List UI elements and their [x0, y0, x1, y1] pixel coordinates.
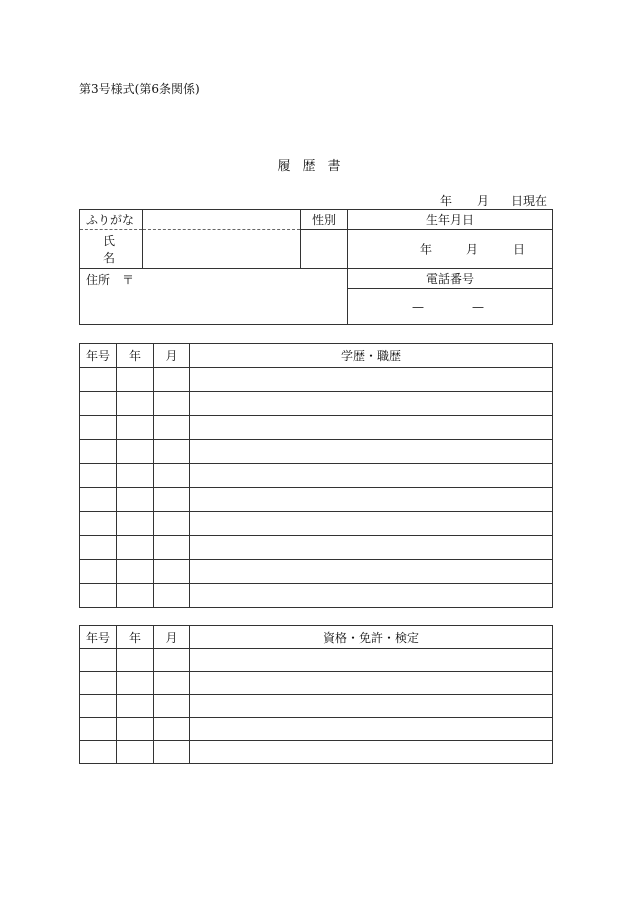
education-row: [80, 536, 553, 560]
name-field[interactable]: [143, 230, 301, 269]
license-era-cell[interactable]: [80, 649, 117, 672]
education-header-row: [80, 344, 553, 368]
education-content-cell[interactable]: [190, 536, 553, 560]
license-row: [80, 695, 553, 718]
education-history-table: [79, 343, 553, 608]
education-row: [80, 416, 553, 440]
license-era-header: 年号: [80, 626, 117, 649]
education-month-cell[interactable]: [154, 392, 190, 416]
license-year-header: 年: [117, 626, 154, 649]
license-content-cell[interactable]: [190, 672, 553, 695]
education-era-cell[interactable]: [80, 392, 117, 416]
address-label: 住所 〒: [86, 273, 135, 287]
education-content-header: 学歴・職歴: [190, 344, 553, 368]
education-year-cell[interactable]: [117, 536, 154, 560]
phone-label: 電話番号: [348, 269, 553, 289]
education-row: [80, 512, 553, 536]
phone-field[interactable]: [348, 289, 553, 325]
education-row: [80, 560, 553, 584]
education-month-cell[interactable]: [154, 368, 190, 392]
education-era-cell[interactable]: [80, 536, 117, 560]
education-era-cell[interactable]: [80, 368, 117, 392]
license-month-cell[interactable]: [154, 695, 190, 718]
education-content-cell[interactable]: [190, 392, 553, 416]
license-era-cell[interactable]: [80, 695, 117, 718]
education-content-cell[interactable]: [190, 560, 553, 584]
personal-info-table: [79, 209, 553, 325]
license-year-cell[interactable]: [117, 718, 154, 741]
education-content-cell[interactable]: [190, 368, 553, 392]
education-row: [80, 488, 553, 512]
education-month-cell[interactable]: [154, 416, 190, 440]
education-year-cell[interactable]: [117, 416, 154, 440]
education-year-header: 年: [117, 344, 154, 368]
education-content-cell[interactable]: [190, 488, 553, 512]
license-header-row: [80, 626, 553, 649]
birth-month-label: 月: [466, 242, 479, 257]
education-content-cell[interactable]: [190, 440, 553, 464]
birth-date-label: 生年月日: [348, 210, 553, 230]
education-year-cell[interactable]: [117, 560, 154, 584]
license-content-cell[interactable]: [190, 695, 553, 718]
education-year-cell[interactable]: [117, 464, 154, 488]
education-content-cell[interactable]: [190, 416, 553, 440]
gender-label: 性別: [301, 210, 348, 230]
education-era-cell[interactable]: [80, 464, 117, 488]
license-content-header: 資格・免許・検定: [190, 626, 553, 649]
license-row: [80, 672, 553, 695]
license-month-cell[interactable]: [154, 718, 190, 741]
license-month-cell[interactable]: [154, 649, 190, 672]
license-row: [80, 649, 553, 672]
license-month-header: 月: [154, 626, 190, 649]
date-now-label: 日現在: [511, 194, 548, 208]
education-era-cell[interactable]: [80, 560, 117, 584]
license-rows: [80, 626, 553, 764]
education-era-header: 年号: [80, 344, 117, 368]
address-field[interactable]: [80, 269, 348, 325]
education-year-cell[interactable]: [117, 368, 154, 392]
education-rows: [80, 344, 553, 608]
license-month-cell[interactable]: [154, 741, 190, 764]
education-era-cell[interactable]: [80, 416, 117, 440]
education-year-cell[interactable]: [117, 584, 154, 608]
license-year-cell[interactable]: [117, 649, 154, 672]
date-year-label: 年: [440, 194, 453, 208]
license-era-cell[interactable]: [80, 741, 117, 764]
education-era-cell[interactable]: [80, 584, 117, 608]
name-label: 氏 名: [80, 230, 143, 269]
education-month-cell[interactable]: [154, 536, 190, 560]
education-era-cell[interactable]: [80, 488, 117, 512]
education-month-header: 月: [154, 344, 190, 368]
education-row: [80, 368, 553, 392]
birth-year-label: 年: [420, 242, 433, 257]
education-year-cell[interactable]: [117, 392, 154, 416]
birth-date-field[interactable]: [348, 230, 553, 269]
license-era-cell[interactable]: [80, 672, 117, 695]
education-month-cell[interactable]: [154, 560, 190, 584]
education-content-cell[interactable]: [190, 512, 553, 536]
education-era-cell[interactable]: [80, 440, 117, 464]
education-month-cell[interactable]: [154, 512, 190, 536]
education-row: [80, 464, 553, 488]
form-number: 第3号様式(第6条関係): [79, 82, 200, 96]
license-year-cell[interactable]: [117, 741, 154, 764]
furigana-label: ふりがな: [80, 210, 143, 230]
education-year-cell[interactable]: [117, 488, 154, 512]
education-row: [80, 392, 553, 416]
education-month-cell[interactable]: [154, 584, 190, 608]
license-row: [80, 741, 553, 764]
license-month-cell[interactable]: [154, 672, 190, 695]
education-year-cell[interactable]: [117, 512, 154, 536]
birth-day-label: 日: [513, 242, 526, 257]
license-era-cell[interactable]: [80, 718, 117, 741]
phone-separator-2: —: [472, 299, 484, 314]
gender-field[interactable]: [301, 230, 348, 269]
education-month-cell[interactable]: [154, 488, 190, 512]
phone-separator-1: —: [412, 299, 424, 314]
license-content-cell[interactable]: [190, 649, 553, 672]
furigana-field[interactable]: [143, 210, 301, 230]
education-era-cell[interactable]: [80, 512, 117, 536]
education-year-cell[interactable]: [117, 440, 154, 464]
license-content-cell[interactable]: [190, 718, 553, 741]
license-year-cell[interactable]: [117, 695, 154, 718]
document-title: 履歴書: [277, 159, 353, 174]
education-content-cell[interactable]: [190, 464, 553, 488]
license-content-cell[interactable]: [190, 741, 553, 764]
education-row: [80, 584, 553, 608]
date-month-label: 月: [477, 194, 490, 208]
licenses-table: [79, 625, 553, 764]
education-row: [80, 440, 553, 464]
education-month-cell[interactable]: [154, 440, 190, 464]
education-month-cell[interactable]: [154, 464, 190, 488]
education-content-cell[interactable]: [190, 584, 553, 608]
license-row: [80, 718, 553, 741]
license-year-cell[interactable]: [117, 672, 154, 695]
